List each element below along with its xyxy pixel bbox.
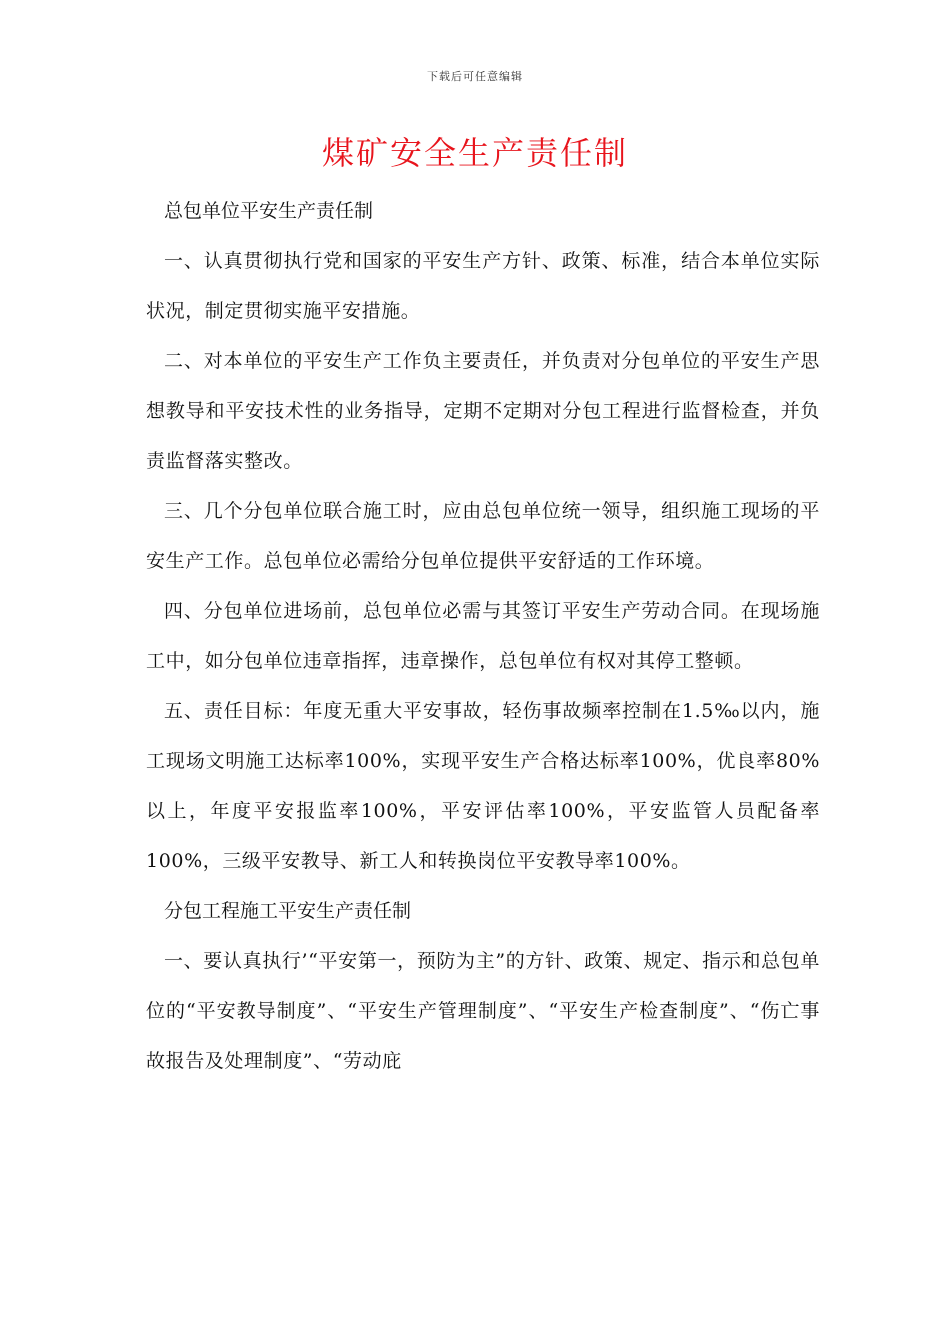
document-body [146,186,820,1086]
paragraph: 四、分包单位进场前，总包单位必需与其签订平安生产劳动合同。在现场施工中，如分包单位违章指挥，违章操作，总包单位有权对其停工整顿。 [146,600,820,672]
header-note: 下载后可任意编辑 [427,70,523,83]
paragraph: 五、责任目标：年度无重大平安事故，轻伤事故频率控制在1.5‰以内，施工现场文明施工达标率100%，实现平安生产合格达标率100%，优良率80%以上，年度平安报监率100%，平安评估率100%，平安监管人员配备率100%，三级平安教导、新工人和转换岗位平安教导率100%。 [146,700,820,872]
paragraph: 一、认真贯彻执行党和国家的平安生产方针、政策、标准，结合本单位实际状况，制定贯彻实施平安措施。 [146,250,820,322]
section-heading: 分包工程施工平安生产责任制 [164,900,412,922]
document-title: 煤矿安全生产责任制 [321,134,628,172]
paragraph: 一、要认真执行’“平安第一，预防为主”的方针、政策、规定、指示和总包单位的“平安教导制度”、“平安生产管理制度”、“平安生产检查制度”、“伤亡事故报告及处理制度”、“劳动庇 [146,950,820,1072]
paragraph: 三、几个分包单位联合施工时，应由总包单位统一领导，组织施工现场的平安生产工作。总包单位必需给分包单位提供平安舒适的工作环境。 [146,500,820,572]
paragraph: 二、对本单位的平安生产工作负主要责任，并负责对分包单位的平安生产思想教导和平安技术性的业务指导，定期不定期对分包工程进行监督检查，并负责监督落实整改。 [146,350,820,472]
section-heading: 总包单位平安生产责任制 [164,200,374,222]
